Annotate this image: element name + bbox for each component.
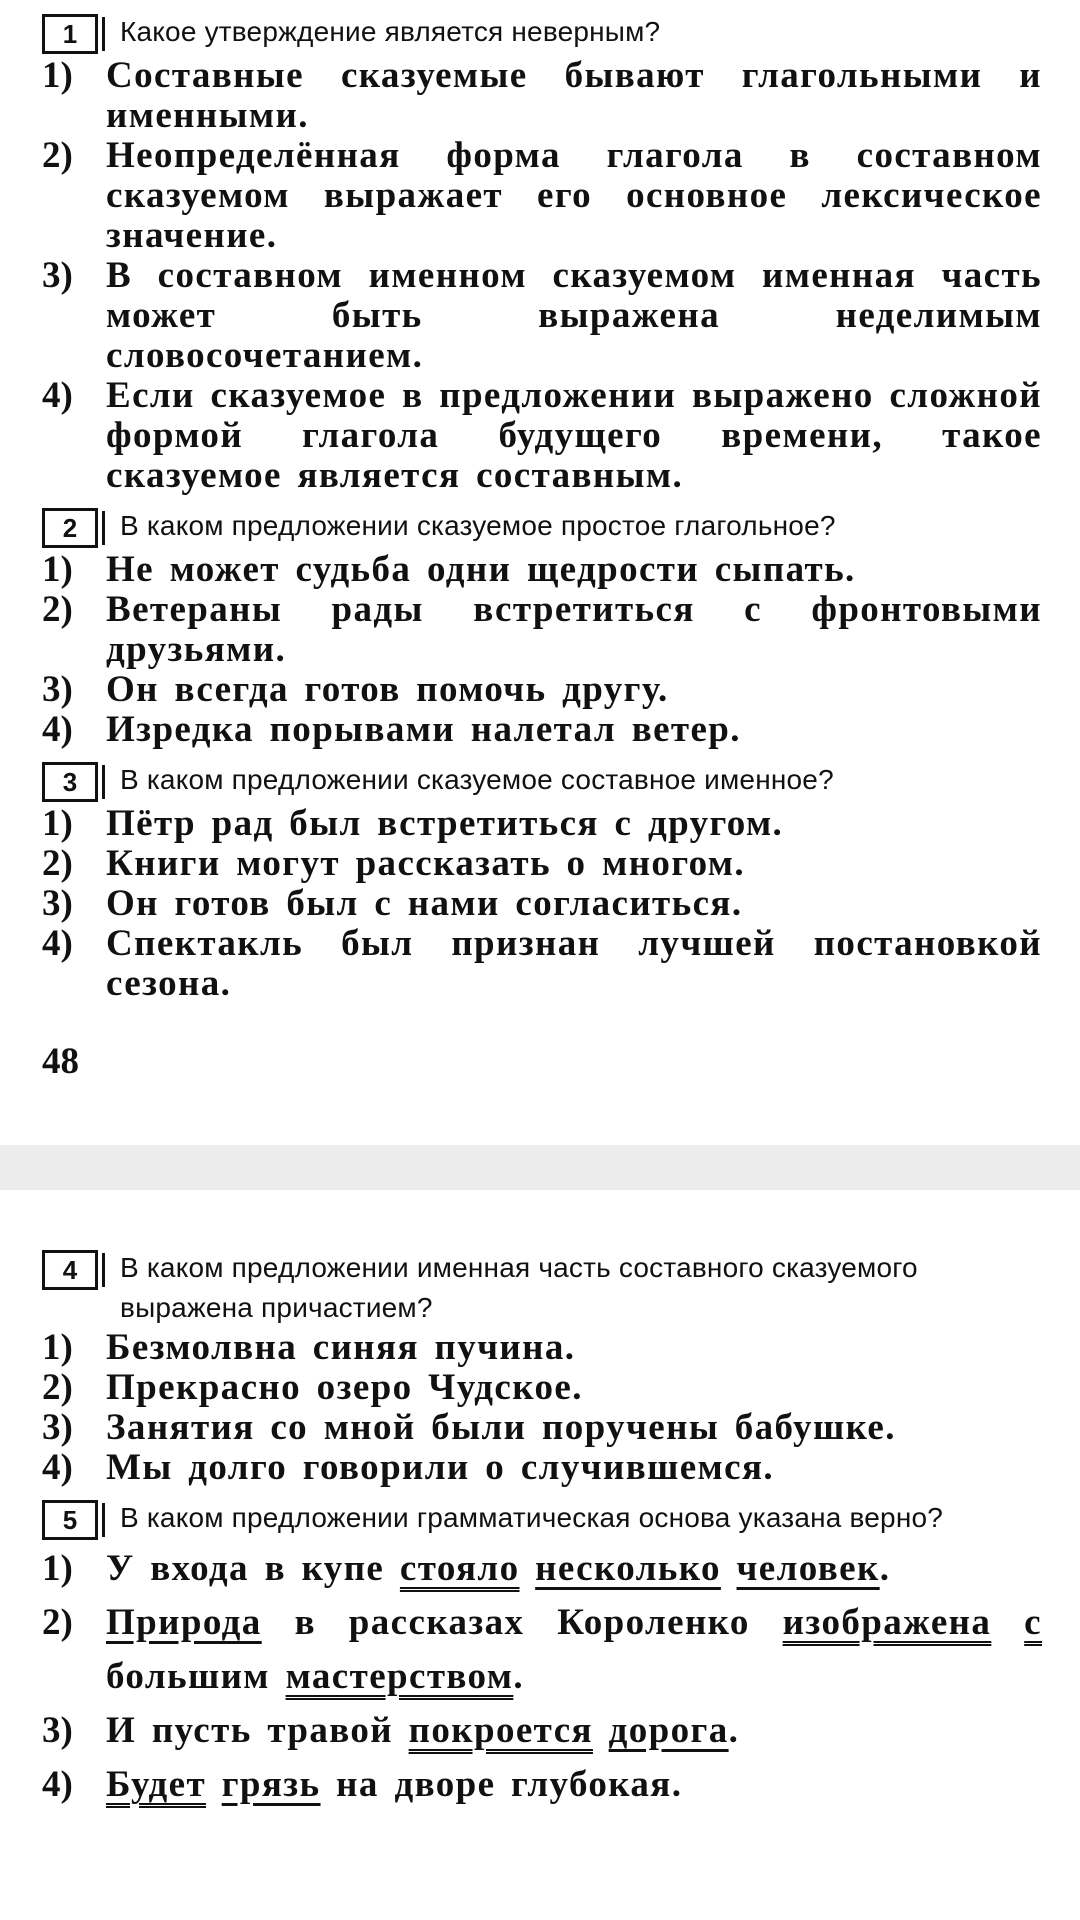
sentence-fragment: . — [513, 1656, 524, 1697]
option-text: Он всегда готов помочь другу. — [106, 669, 669, 710]
option-text: Спектакль был признан лучшей постановкой сезона. — [106, 923, 1042, 1004]
option-number: 4) — [42, 1764, 73, 1805]
task-2 — [42, 506, 1042, 750]
subject-underlined: человек — [736, 1548, 880, 1589]
predicate-underlined: стояло — [399, 1548, 520, 1589]
answer-options — [42, 1328, 1042, 1488]
option-text: Книги могут рассказать о многом. — [106, 843, 746, 884]
sentence-fragment: в рассказах Короленко — [261, 1602, 783, 1643]
sentence-fragment — [991, 1602, 1024, 1643]
answer-options — [42, 804, 1042, 1004]
option-number: 4) — [42, 709, 73, 750]
subject-underlined: грязь — [221, 1764, 321, 1805]
task-3 — [42, 760, 1042, 1004]
task-1 — [42, 12, 1042, 496]
option-text — [106, 1758, 1042, 1812]
answer-option — [42, 1368, 1042, 1408]
option-text: В составном именном сказуемом именная часть может быть выражена неделимым словосочетанием. — [106, 255, 1042, 376]
task-question: В каком предложении сказуемое простое глагольное? — [120, 510, 836, 541]
answer-option — [42, 56, 1042, 136]
option-text: Если сказуемое в предложении выражено сложной формой глагола будущего времени, такое сказуемое является составным. — [106, 375, 1042, 496]
task-question: В каком предложении грамматическая основа указана верно? — [120, 1502, 944, 1533]
answer-option — [42, 550, 1042, 590]
option-number: 1) — [42, 1548, 73, 1589]
answer-option — [42, 804, 1042, 844]
option-text: Ветераны рады встретиться с фронтовыми друзьями. — [106, 589, 1042, 670]
option-text: Пётр рад был встретиться с другом. — [106, 803, 784, 844]
task-header — [42, 760, 1042, 804]
task-header — [42, 506, 1042, 550]
sentence-fragment: . — [728, 1710, 740, 1751]
page-number: 48 — [42, 1041, 79, 1082]
answer-option — [42, 1704, 1042, 1758]
option-number: 4) — [42, 1447, 73, 1488]
option-number: 2) — [42, 589, 73, 630]
page-bottom — [0, 1190, 1080, 1920]
option-text: Составные сказуемые бывают глагольными и именными. — [106, 55, 1042, 136]
task-5 — [42, 1498, 1042, 1812]
option-number: 2) — [42, 135, 73, 176]
option-number: 3) — [42, 883, 73, 924]
task-question: В каком предложении сказуемое составное именное? — [120, 764, 834, 795]
answer-option — [42, 1448, 1042, 1488]
task-question: В каком предложении именная часть составного сказуемого выражена причастием? — [120, 1252, 918, 1323]
task-number-box: 3 — [42, 762, 98, 802]
subject-underlined: дорога — [608, 1710, 729, 1751]
task-header — [42, 12, 1042, 56]
answer-options — [42, 1542, 1042, 1812]
predicate-underlined: мастерством — [285, 1656, 514, 1697]
option-text: Неопределённая форма глагола в составном сказуемом выражает его основное лексическое значение. — [106, 135, 1042, 256]
answer-option — [42, 1758, 1042, 1812]
option-number: 2) — [42, 1602, 73, 1643]
task-number-box: 5 — [42, 1500, 98, 1540]
task-number-box: 4 — [42, 1250, 98, 1290]
sentence-fragment: И пусть травой — [106, 1710, 409, 1751]
option-number: 1) — [42, 1327, 73, 1368]
page-separator — [0, 1145, 1080, 1190]
task-number-box: 1 — [42, 14, 98, 54]
option-text — [106, 1542, 1042, 1596]
sentence-fragment — [593, 1710, 609, 1751]
option-number: 3) — [42, 669, 73, 710]
answer-options — [42, 56, 1042, 496]
sentence-fragment: . — [879, 1548, 891, 1589]
task-question: Какое утверждение является неверным? — [120, 16, 661, 47]
option-text: Безмолвна синяя пучина. — [106, 1327, 576, 1368]
option-number: 2) — [42, 843, 73, 884]
option-text: Он готов был с нами согласиться. — [106, 883, 743, 924]
answer-option — [42, 670, 1042, 710]
answer-option — [42, 1596, 1042, 1704]
answer-option — [42, 710, 1042, 750]
answer-option — [42, 1542, 1042, 1596]
task-4 — [42, 1248, 1042, 1488]
option-text: Занятия со мной были поручены бабушке. — [106, 1407, 896, 1448]
option-text: Изредка порывами налетал ветер. — [106, 709, 741, 750]
sentence-fragment — [206, 1764, 222, 1805]
sentence-fragment: на дворе глубокая. — [320, 1764, 683, 1805]
subject-underlined: Природа — [106, 1602, 262, 1643]
predicate-underlined: Будет — [106, 1764, 207, 1805]
answer-option — [42, 884, 1042, 924]
sentence-fragment: У входа в купе — [106, 1548, 400, 1589]
task-number-box: 2 — [42, 508, 98, 548]
predicate-underlined: покроется — [408, 1710, 593, 1751]
task-header — [42, 1498, 1042, 1542]
option-number: 3) — [42, 1710, 73, 1751]
option-number: 3) — [42, 1407, 73, 1448]
answer-option — [42, 376, 1042, 496]
option-text: Мы долго говорили о случившемся. — [106, 1447, 775, 1488]
answer-option — [42, 1328, 1042, 1368]
option-number: 1) — [42, 803, 73, 844]
option-text — [106, 1596, 1042, 1704]
answer-option — [42, 136, 1042, 256]
answer-option — [42, 844, 1042, 884]
option-text: Не может судьба одни щедрости сыпать. — [106, 549, 856, 590]
answer-options — [42, 550, 1042, 750]
option-number: 2) — [42, 1367, 73, 1408]
option-text — [106, 1704, 1042, 1758]
answer-option — [42, 924, 1042, 1004]
task-header — [42, 1248, 1042, 1328]
option-number: 3) — [42, 255, 73, 296]
subject-underlined: несколько — [535, 1548, 721, 1589]
sentence-fragment: большим — [106, 1656, 286, 1697]
sentence-fragment — [721, 1548, 737, 1589]
option-number: 4) — [42, 375, 73, 416]
answer-option — [42, 1408, 1042, 1448]
option-number: 1) — [42, 549, 73, 590]
option-number: 4) — [42, 923, 73, 964]
predicate-underlined: с — [1024, 1602, 1042, 1643]
predicate-underlined: изображена — [782, 1602, 992, 1643]
answer-option — [42, 256, 1042, 376]
option-text: Прекрасно озеро Чудское. — [106, 1367, 583, 1408]
sentence-fragment — [520, 1548, 536, 1589]
option-number: 1) — [42, 55, 73, 96]
answer-option — [42, 590, 1042, 670]
